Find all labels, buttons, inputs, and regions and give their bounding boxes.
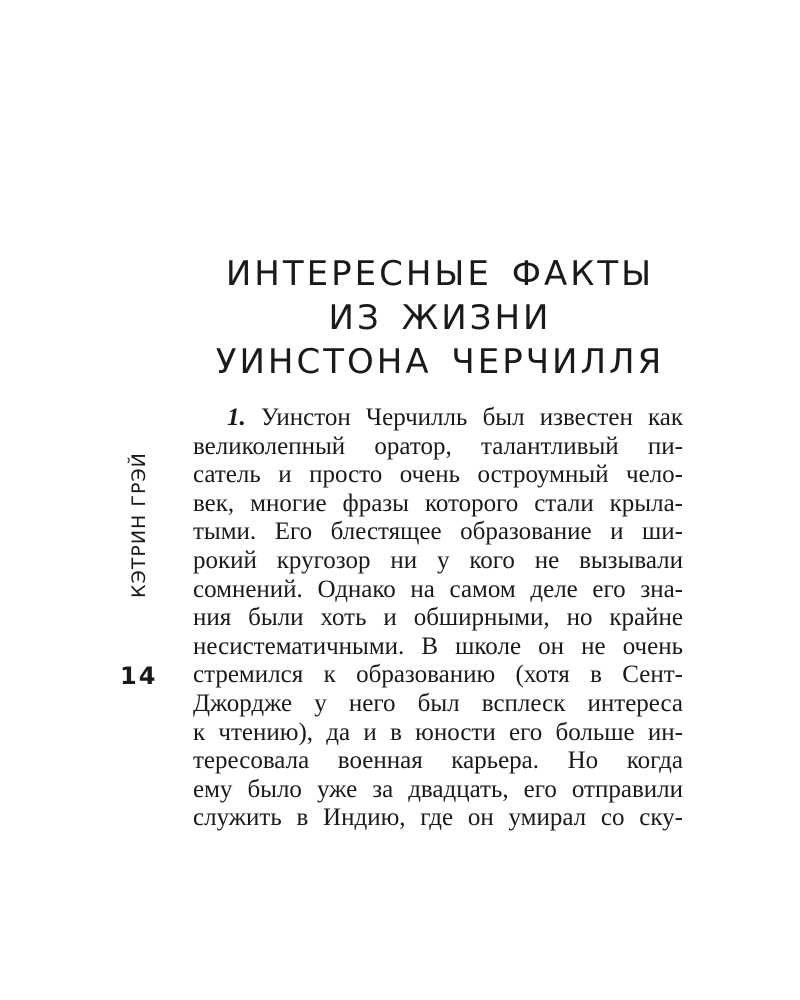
paragraph-line: сомнений. Однако на самом деле его зна- xyxy=(193,575,683,603)
body-paragraph xyxy=(193,404,683,833)
paragraph-line: несистематичными. В школе он не очень xyxy=(193,632,683,660)
paragraph-line: рокий кругозор ни у кого не вызывали xyxy=(193,546,683,574)
paragraph-line: тыми. Его блестящее образование и ши- xyxy=(193,518,683,546)
paragraph-line: великолепный оратор, талантливый пи- xyxy=(193,432,683,460)
paragraph-line: сатель и просто очень остроумный чело- xyxy=(193,461,683,489)
chapter-title-line-3: УИНСТОНА ЧЕРЧИЛЛЯ xyxy=(215,342,665,382)
paragraph-line: ния были хоть и обширными, но крайне xyxy=(193,604,683,632)
paragraph-line: к чтению), да и в юности его больше ин- xyxy=(193,718,683,746)
paragraph-line: 1. Уинстон Черчилль был известен как xyxy=(227,404,683,431)
paragraph-line: ему было уже за двадцать, его отправили xyxy=(193,775,683,803)
chapter-title-line-1: ИНТЕРЕСНЫЕ ФАКТЫ xyxy=(225,254,655,294)
paragraph-line: стремился к образованию (хотя в Сент- xyxy=(193,661,683,689)
paragraph-line: тересовала военная карьера. Но когда xyxy=(193,747,683,775)
paragraph-line: служить в Индию, где он умирал со ску- xyxy=(193,804,683,832)
paragraph-line: Джордже у него был всплеск интереса xyxy=(193,689,683,717)
chapter-title xyxy=(190,252,690,384)
chapter-title-line-2: ИЗ ЖИЗНИ xyxy=(328,298,552,338)
running-head-author: КЭТРИН ГРЭЙ xyxy=(128,452,150,598)
page-number: 14 xyxy=(120,662,158,690)
paragraph-line: век, многие фразы которого стали крыла- xyxy=(193,489,683,517)
paragraph-number: 1. xyxy=(227,404,246,431)
